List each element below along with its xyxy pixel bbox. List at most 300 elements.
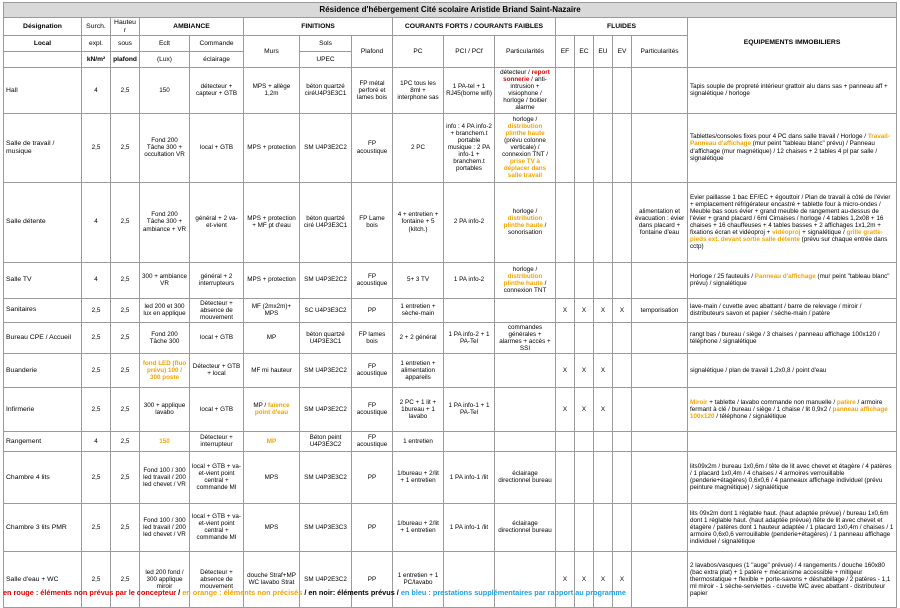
text-span: fond LED (fluo prévu) 100 / 300 poste [142, 359, 187, 381]
equipements-immobiliers [688, 387, 897, 431]
murs [244, 387, 300, 431]
pc: 4 + entretien + fontaine + 5 (kitch.) [393, 182, 444, 262]
hauteur: 2,5 [111, 68, 140, 113]
eclairage-lux: Fond 100 / 300 led travail / 200 led chevet / VR [140, 451, 190, 503]
sols: béton quartzé ciréU4P3E3C1 [300, 68, 352, 113]
pci-pcf: 1 PA info-2 + 1 PA-Tel [444, 322, 495, 353]
header-pc: PC [393, 36, 444, 68]
particularites-courants [495, 322, 556, 353]
table-row [4, 182, 897, 262]
hauteur: 2,5 [111, 387, 140, 431]
particularites-fluides [632, 503, 688, 551]
eu: X [594, 551, 613, 607]
surcharge: 2,5 [82, 503, 111, 551]
hauteur: 2,5 [111, 298, 140, 322]
header-commande: Commande [190, 36, 244, 52]
eu [594, 262, 613, 298]
header-local-blank [4, 52, 82, 68]
ev: X [613, 298, 632, 322]
text-span: / téléphone / signalétique [714, 412, 787, 420]
eclairage-lux: 150 [140, 68, 190, 113]
sols: SM U4P3E3C2 [300, 451, 352, 503]
eclairage-lux: Fond 200 Tâche 300 + occultation VR [140, 113, 190, 182]
local-name: Salle détente [4, 182, 82, 262]
text-span: + signalétique / [800, 229, 847, 237]
murs: MF mi hauteur [244, 353, 300, 387]
header-unit: kN/m² [82, 52, 111, 68]
eclairage-lux: Fond 100 / 300 led travail / 200 led chevet / VR [140, 503, 190, 551]
text-span: lits09x2m / bureau 1x0,6m / tête de lit avec chevet et étagère / 4 patères / 1 placard 1x0,4m / 4 chaises / 4 armoires verrouillable (penderie+étagères) 0,6x0,6 / 4 panneaux affichage individuel (prévu peinture magnétique) / signalétique [690, 463, 892, 492]
text-span: détecteur / [500, 69, 532, 77]
commande-eclairage: local + GTB [190, 322, 244, 353]
text-span: Miroir [690, 398, 708, 406]
ec [575, 68, 594, 113]
equipements-immobiliers [688, 113, 897, 182]
text-span: report sonnerie [503, 69, 550, 84]
legend-blue: en bleu : prestations supplémentaires par rapport au programme [400, 588, 626, 597]
hauteur: 2,5 [111, 451, 140, 503]
sols: SC U4P3E3C2 [300, 298, 352, 322]
text-span: 150 [159, 437, 170, 445]
header-ec: EC [575, 36, 594, 68]
header-eclt: Eclt [140, 36, 190, 52]
sols: SM U4P3E3C3 [300, 503, 352, 551]
ef [556, 68, 575, 113]
pc: 1/bureau + 2/lit + 1 entretien [393, 503, 444, 551]
commande-eclairage: Détecteur + GTB + local [190, 353, 244, 387]
equipements-immobiliers [688, 451, 897, 503]
header-murs: Murs [244, 36, 300, 68]
plafond: FP Lame bois [352, 182, 393, 262]
eclairage-lux [140, 353, 190, 387]
legend-black: / en noir: éléments prévus / [302, 588, 401, 597]
hauteur: 2,5 [111, 322, 140, 353]
eu: X [594, 387, 613, 431]
ec [575, 503, 594, 551]
murs: douche Straf+MP WC lavabo Strat [244, 551, 300, 607]
header-particularites-cf: Particularités [495, 36, 556, 68]
local-name: Chambre 3 lits PMR [4, 503, 82, 551]
commande-eclairage: Détecteur + absence de mouvement [190, 551, 244, 607]
header-ambiance: AMBIANCE [140, 18, 244, 36]
ef [556, 322, 575, 353]
commande-eclairage: détecteur + capteur + GTB [190, 68, 244, 113]
table-row [4, 68, 897, 113]
text-span: (prévu colonne verticale) / connexion TNT / [502, 136, 548, 159]
local-name: Bureau CPE / Accueil [4, 322, 82, 353]
table-row [4, 353, 897, 387]
room-specification-table [3, 2, 897, 608]
murs: MPS + allège 1,2m [244, 68, 300, 113]
ef: X [556, 387, 575, 431]
text-span: 2 lavabos/vasques (1 "auge" prévue) / 4 rangements / douche 160x80 (bac extra plat) + 1 patère + mécanisme accessible + mitigeur thermostatique + flexible + porte-savons + déshabillage / 2 patères - 1,1 ml miroir - 1 sèche-serviettes - cuvette WC avec abattant - distributeur papier [690, 561, 891, 597]
sols: béton quartzé ciré U4P3E3C1 [300, 182, 352, 262]
equipements-immobiliers [688, 182, 897, 262]
murs: MPS + protection + MF pt d'eau [244, 182, 300, 262]
table-row [4, 431, 897, 451]
table-row [4, 298, 897, 322]
eclairage-lux: led 200 et 300 lux en applique [140, 298, 190, 322]
legend-red: en rouge : éléments non prévus par le concepteur [3, 588, 177, 597]
particularites-fluides: temporisation [632, 298, 688, 322]
header-designation: Désignation [4, 18, 82, 36]
header-pci: PCI / PCf [444, 36, 495, 68]
local-name: Salle de travail / musique [4, 113, 82, 182]
pci-pcf [444, 298, 495, 322]
sols: béton quartzé U4P3E3C1 [300, 322, 352, 353]
eclairage-lux [140, 431, 190, 451]
text-span: patère [836, 398, 856, 406]
particularites-fluides [632, 431, 688, 451]
murs: MF (2mx2m)+ MPS [244, 298, 300, 322]
text-span: / connexion TNT [503, 280, 547, 295]
eu [594, 503, 613, 551]
murs: MPS + protection [244, 262, 300, 298]
header-ev: EV [613, 36, 632, 68]
header-plafond-height: plafond [111, 52, 140, 68]
eclairage-lux: Fond 200 Tâche 300 + ambiance + VR [140, 182, 190, 262]
particularites-courants [495, 387, 556, 431]
ev: X [613, 551, 632, 607]
text-span: Panneau d'affichage [754, 272, 816, 280]
particularites-fluides [632, 262, 688, 298]
equipements-immobiliers [688, 431, 897, 451]
local-name: Sanitaires [4, 298, 82, 322]
surcharge: 2,5 [82, 451, 111, 503]
ev [613, 262, 632, 298]
local-name: Salle TV [4, 262, 82, 298]
text-span: lits 09x2m dont 1 réglable haut. (haut adaptée prévue) / bureau 1x0,6m dont 1 réglable haut. (haut adaptée prévue) /tête de lit avec chevet et étagère / patères dont 1 hauteur adaptée / 1 placard 1x0,4m / chaises / 1 armoire 0,6x0,6 verrouillable (penderie+étagères) / 1 panneau affichage individuel / signalétique [690, 509, 894, 545]
text-span: + tablette / lavabo commande non manuelle / [707, 398, 837, 406]
surcharge: 4 [82, 68, 111, 113]
murs [244, 431, 300, 451]
particularites-courants [495, 431, 556, 451]
text-span: MP / [253, 402, 268, 410]
table-row [4, 262, 897, 298]
particularites-courants [495, 353, 556, 387]
table-row [4, 451, 897, 503]
text-span: distribution plinthe haute [503, 214, 543, 229]
surcharge: 4 [82, 182, 111, 262]
text-span: / sonorisation [508, 222, 547, 237]
header-expl: expl. [82, 36, 111, 52]
spreadsheet [3, 2, 896, 608]
text-span: vidéoproj [772, 229, 801, 237]
text-span: lave-main / cuvette avec abattant / barre de relevage / miroir / distributeurs savon et papier / sèche-main / patère [690, 303, 862, 318]
plafond: FP acoustique [352, 262, 393, 298]
eclairage-lux: Fond 200 Tâche 300 [140, 322, 190, 353]
header-lux: (Lux) [140, 52, 190, 68]
pci-pcf: info : 4 PA info-2 + branchem.t portable musique : 2 PA info-1 + branchem.t portables [444, 113, 495, 182]
particularites-courants [495, 503, 556, 551]
legend-orange: en orange : éléments non précisés [182, 588, 303, 597]
hauteur: 2,5 [111, 431, 140, 451]
ef [556, 431, 575, 451]
ef: X [556, 551, 575, 607]
eu [594, 182, 613, 262]
eu: X [594, 298, 613, 322]
commande-eclairage: général + 2 va-et-vient [190, 182, 244, 262]
particularites-courants [495, 262, 556, 298]
header-hauteur: Hauteur [111, 18, 140, 36]
surcharge: 2,5 [82, 113, 111, 182]
equipements-immobiliers [688, 503, 897, 551]
pc: 1 entretien + sèche-main [393, 298, 444, 322]
ec [575, 431, 594, 451]
commande-eclairage: local + GTB [190, 387, 244, 431]
plafond: FP acoustique [352, 113, 393, 182]
pc: 1 entretien + 1 PC/lavabo [393, 551, 444, 607]
commande-eclairage: Détecteur + absence de mouvement [190, 298, 244, 322]
pci-pcf: 1 PA info-1 + 1 PA-Tel [444, 387, 495, 431]
ec [575, 451, 594, 503]
ec: X [575, 353, 594, 387]
plafond: FP métal perforé et lames bois [352, 68, 393, 113]
color-legend [3, 588, 626, 597]
text-span: (mur peint "tableau blanc" prévu) / signalétique [690, 272, 890, 287]
ev [613, 451, 632, 503]
text-span: horloge / [512, 207, 538, 215]
particularites-courants [495, 551, 556, 607]
hauteur: 2,5 [111, 262, 140, 298]
pci-pcf: 2 PA info-2 [444, 182, 495, 262]
pci-pcf: 1 PA info-1 /lit [444, 503, 495, 551]
equipements-immobiliers [688, 298, 897, 322]
surcharge: 2,5 [82, 298, 111, 322]
plafond: PP [352, 451, 393, 503]
text-span: grille gratte-pieds ext. devant sortie salle détente [690, 229, 883, 244]
murs: MP [244, 322, 300, 353]
eu [594, 451, 613, 503]
table-row [4, 113, 897, 182]
ev [613, 503, 632, 551]
eclairage-lux: 300 + applique lavabo [140, 387, 190, 431]
plafond: PP [352, 551, 393, 607]
local-name: Rangement [4, 431, 82, 451]
sols: SM U4P3E2C2 [300, 113, 352, 182]
ec [575, 322, 594, 353]
ef: X [556, 353, 575, 387]
sheet-title: Résidence d'hébergement Cité scolaire Aristide Briand Saint-Nazaire [4, 3, 897, 18]
particularites-fluides [632, 68, 688, 113]
particularites-courants [495, 451, 556, 503]
text-span: distribution plinthe haute [505, 122, 545, 137]
murs: MPS [244, 503, 300, 551]
plafond: FP acoustique [352, 387, 393, 431]
sols: SM U4P3E2C2 [300, 262, 352, 298]
commande-eclairage: local + GTB + va-et-vient point central + commande MI [190, 451, 244, 503]
eu [594, 322, 613, 353]
commande-eclairage: général + 2 interrupteurs [190, 262, 244, 298]
plafond: FP acoustique [352, 353, 393, 387]
text-span: / armoire fermant à clé / bureau / siège / 1 chaise / lit 0,9x2 / [690, 398, 883, 413]
eu: X [594, 353, 613, 387]
plafond: PP [352, 298, 393, 322]
pci-pcf: 1 PA info-1 /lit [444, 451, 495, 503]
text-span: éclairage directionnel bureau [498, 520, 552, 535]
ec [575, 182, 594, 262]
header-row-1 [4, 18, 897, 36]
particularites-fluides [632, 387, 688, 431]
particularites-fluides [632, 322, 688, 353]
hauteur: 2,5 [111, 113, 140, 182]
local-name: Buanderie [4, 353, 82, 387]
commande-eclairage: local + GTB + va-et-vient point central + commande MI [190, 503, 244, 551]
pc: 2 PC [393, 113, 444, 182]
text-span: panneau affichage 100x120 [690, 405, 888, 420]
ef [556, 503, 575, 551]
header-plafond: Plafond [352, 36, 393, 68]
ec [575, 262, 594, 298]
eu [594, 431, 613, 451]
ev [613, 68, 632, 113]
plafond: FP lames bois [352, 322, 393, 353]
text-span: Tablettes/consoles fixes pour 4 PC dans salle travail / Horloge / [690, 133, 868, 141]
ev [613, 353, 632, 387]
eu [594, 113, 613, 182]
local-name: Infirmerie [4, 387, 82, 431]
ec: X [575, 298, 594, 322]
ev [613, 387, 632, 431]
surcharge: 4 [82, 431, 111, 451]
header-upec: UPEC [300, 52, 352, 68]
header-courants: COURANTS FORTS / COURANTS FAIBLES [393, 18, 556, 36]
header-particularites-fl: Particularités [632, 36, 688, 68]
particularites-courants [495, 113, 556, 182]
hauteur: 2,5 [111, 503, 140, 551]
surcharge: 2,5 [82, 322, 111, 353]
particularites-courants [495, 68, 556, 113]
ef: X [556, 298, 575, 322]
text-span: (prévu sur chaque entrée dans cctp) [690, 236, 888, 251]
eclairage-lux: led 200 fond / 300 applique miroir [140, 551, 190, 607]
header-sous: sous [111, 36, 140, 52]
text-span: Travail-Panneau d'affichage [690, 133, 890, 148]
table-row [4, 503, 897, 551]
plafond: FP acoustique [352, 431, 393, 451]
ef [556, 451, 575, 503]
pc: 1 entretien [393, 431, 444, 451]
equipements-immobiliers [688, 322, 897, 353]
commande-eclairage: local + GTB [190, 113, 244, 182]
murs: MPS [244, 451, 300, 503]
ev [613, 182, 632, 262]
commande-eclairage: Détecteur + interrupteur [190, 431, 244, 451]
text-span: faïence point d'eau [254, 402, 290, 417]
ev [613, 431, 632, 451]
sols: SM U4P2E3C2 [300, 551, 352, 607]
murs: MPS + protection [244, 113, 300, 182]
pci-pcf: 1 PA info-2 [444, 262, 495, 298]
pc: 2 PC + 1 lit + 1bureau + 1 lavabo [393, 387, 444, 431]
text-span: / anti-intrusion + visiophone / horloge / boitier alarme [503, 76, 547, 112]
ev [613, 322, 632, 353]
particularites-courants [495, 298, 556, 322]
surcharge: 4 [82, 262, 111, 298]
text-span: commandes générales + alarmes + accès + SSI [499, 323, 551, 352]
pc: 1PC tous les 8ml + interphone sas [393, 68, 444, 113]
text-span: (mur peint "tableau blanc" prévu) / Panneau d'affichage (mur magnétique) / 12 chaises + 2 tables 4 pl par salle / signalétique [690, 140, 878, 162]
plafond: PP [352, 503, 393, 551]
text-span: Evier paillasse 1 bac EF/EC + égouttoir / Plan de travail à côté de l'évier + emplacement réfrigérateur encastré + tablette four à micro-ondes / Meuble bas sous évier + grand meuble de rangement au-dessus de l'évier + grand placard / 6ml Cimaises / horloge / 4 tables 1,2x08 + 16 chaises + 16 chauffeuses + 4 tables basses + 2 affichages 1x1,2m + fixations écran et vidéoproj + [690, 193, 891, 237]
pci-pcf: 1 PA-tel + 1 RJ45(borne wifi) [444, 68, 495, 113]
pci-pcf [444, 551, 495, 607]
particularites-fluides [632, 113, 688, 182]
text-span: éclairage directionnel bureau [498, 470, 552, 485]
local-name: Salle d'eau + WC [4, 551, 82, 607]
hauteur: 2,5 [111, 551, 140, 607]
text-span: signalétique / plan de travail 1,2x0,8 / point d'eau [690, 366, 827, 374]
particularites-fluides [632, 551, 688, 607]
ef [556, 113, 575, 182]
header-eclairage: éclairage [190, 52, 244, 68]
sols: SM U4P3E2C2 [300, 353, 352, 387]
pci-pcf [444, 353, 495, 387]
text-span: horloge / [512, 115, 538, 123]
header-ef: EF [556, 36, 575, 68]
header-finitions: FINITIONS [244, 18, 393, 36]
eclairage-lux: 300 + ambiance VR [140, 262, 190, 298]
surcharge: 2,5 [82, 387, 111, 431]
ec: X [575, 387, 594, 431]
header-surch: Surch. [82, 18, 111, 36]
text-span: Horloge / 25 fauteuils / [690, 272, 755, 280]
particularites-courants [495, 182, 556, 262]
sols: Béton peint U4P3E3C2 [300, 431, 352, 451]
text-span: horloge / [512, 265, 538, 273]
header-local: Local [4, 36, 82, 52]
sols: SM U4P3E2C2 [300, 387, 352, 431]
table-row [4, 551, 897, 607]
ev [613, 113, 632, 182]
table-row [4, 322, 897, 353]
legend-black: / [176, 588, 183, 597]
ec [575, 113, 594, 182]
pc: 1 entretien + alimentation appareils [393, 353, 444, 387]
header-fluides: FLUIDES [556, 18, 688, 36]
particularites-fluides: alimentation et évacuation : évier dans placard + fontaine d'eau [632, 182, 688, 262]
text-span: Tapis souple de propreté intérieur grattoir alu dans sas + panneau aff + signalétique / horloge [690, 83, 888, 98]
table-row [4, 387, 897, 431]
pc: 2 + 2 général [393, 322, 444, 353]
ef [556, 262, 575, 298]
pci-pcf [444, 431, 495, 451]
ec: X [575, 551, 594, 607]
header-eu: EU [594, 36, 613, 68]
text-span: prise TV à déplacer dans salle travail [503, 158, 547, 180]
eu [594, 68, 613, 113]
particularites-fluides [632, 451, 688, 503]
particularites-fluides [632, 353, 688, 387]
ef [556, 182, 575, 262]
header-sols: Sols [300, 36, 352, 52]
local-name: Chambre 4 lits [4, 451, 82, 503]
surcharge: 2,5 [82, 551, 111, 607]
header-equipements: EQUIPEMENTS IMMOBILIERS [688, 18, 897, 68]
equipements-immobiliers [688, 551, 897, 607]
hauteur: 2,5 [111, 353, 140, 387]
text-span: distribution plinthe haute [503, 272, 543, 287]
pc: 1/bureau + 2/lit + 1 entretien [393, 451, 444, 503]
text-span: rangt bas / bureau / siège / 3 chaises / panneau affichage 100x120 / téléphone / signalétique [690, 330, 880, 345]
text-span: MP [266, 437, 277, 445]
pc: 5+ 3 TV [393, 262, 444, 298]
hauteur: 2,5 [111, 182, 140, 262]
equipements-immobiliers [688, 353, 897, 387]
local-name: Hall [4, 68, 82, 113]
equipements-immobiliers [688, 262, 897, 298]
equipements-immobiliers [688, 68, 897, 113]
